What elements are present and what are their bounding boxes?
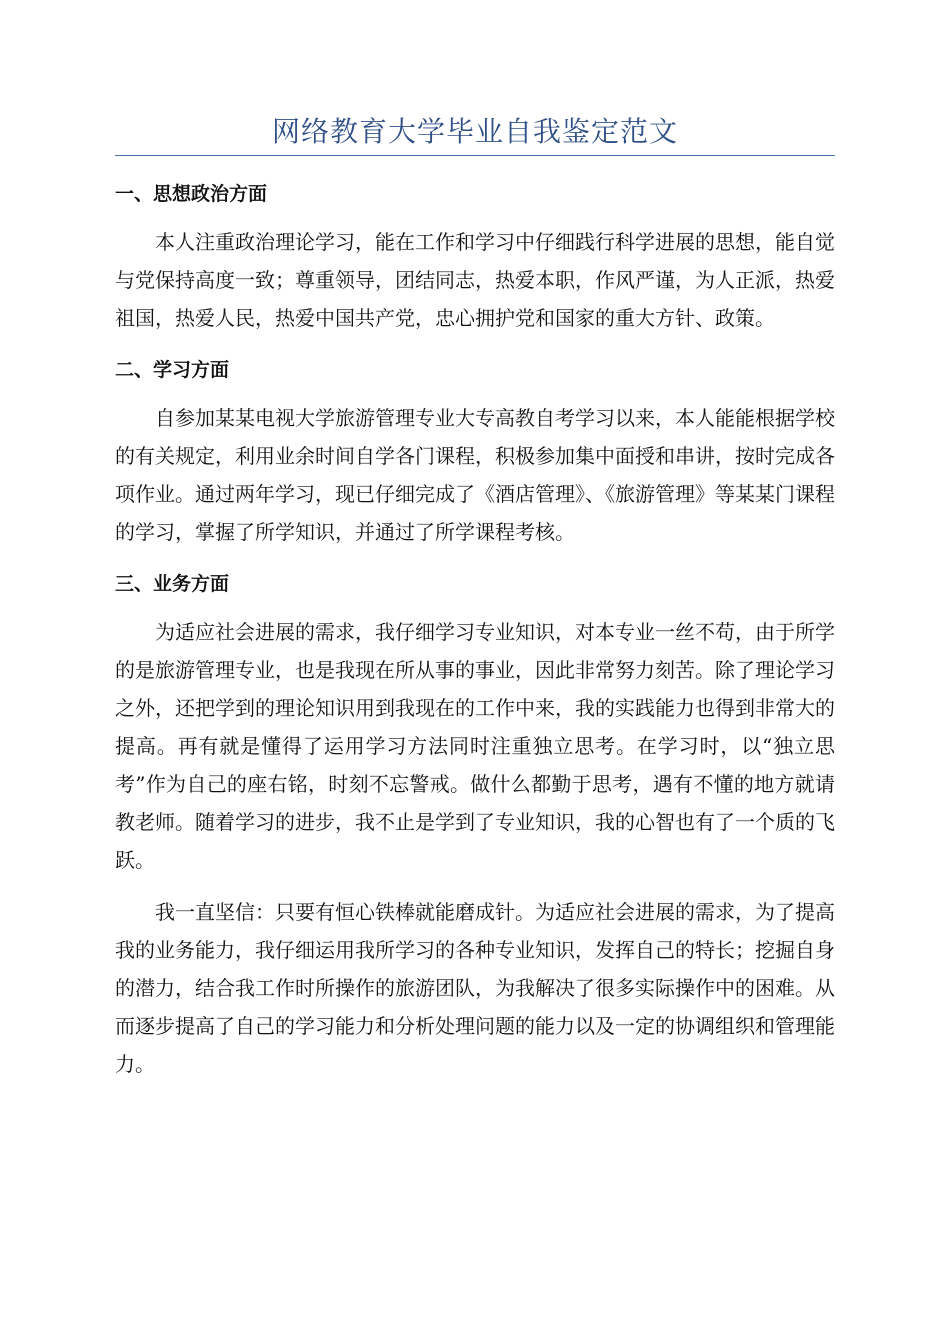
section-heading: 三、业务方面 <box>115 573 230 595</box>
paragraph: 本人注重政治理论学习，能在工作和学习中仔细践行科学进展的思想，能自觉与党保持高度一致；尊重领导，团结同志，热爱本职，作风严谨，为人正派，热爱祖国，热爱人民，热爱中国共产党，忠心拥护党和国家的重大方针、政策。 <box>115 230 835 330</box>
section-business <box>115 565 835 1083</box>
paragraph: 我一直坚信：只要有恒心铁棒就能磨成针。为适应社会进展的需求，为了提高我的业务能力，我仔细运用我所学习的各种专业知识，发挥自己的特长；挖掘自身的潜力，结合我工作时所操作的旅游团队，为我解决了很多实际操作中的困难。从而逐步提高了自己的学习能力和分析处理问题的能力以及一定的协调组织和管理能力。 <box>115 900 835 1076</box>
title-underline <box>115 155 835 156</box>
section-heading: 二、学习方面 <box>115 359 230 381</box>
paragraph: 自参加某某电视大学旅游管理专业大专高教自考学习以来，本人能能根据学校的有关规定，利用业余时间自学各门课程，积极参加集中面授和串讲，按时完成各项作业。通过两年学习，现已仔细完成了《酒店管理》、《旅游管理》等某某门课程的学习，掌握了所学知识，并通过了所学课程考核。 <box>115 406 835 544</box>
section-study <box>115 351 835 551</box>
section-political <box>115 175 835 337</box>
document-title: 网络教育大学毕业自我鉴定范文 <box>271 115 678 148</box>
document-body <box>115 175 835 1097</box>
section-heading: 一、思想政治方面 <box>115 183 268 205</box>
paragraph: 为适应社会进展的需求，我仔细学习专业知识，对本专业一丝不苟，由于所学的是旅游管理专业，也是我现在所从事的事业，因此非常努力刻苦。除了理论学习之外，还把学到的理论知识用到我现在的工作中来，我的实践能力也得到非常大的提高。再有就是懂得了运用学习方法同时注重独立思考。在学习时，以“独立思考”作为自己的座右铭，时刻不忘警戒。做什么都勤于思考，遇有不懂的地方就请教老师。随着学习的进步，我不止是学到了专业知识，我的心智也有了一个质的飞跃。 <box>115 620 835 872</box>
